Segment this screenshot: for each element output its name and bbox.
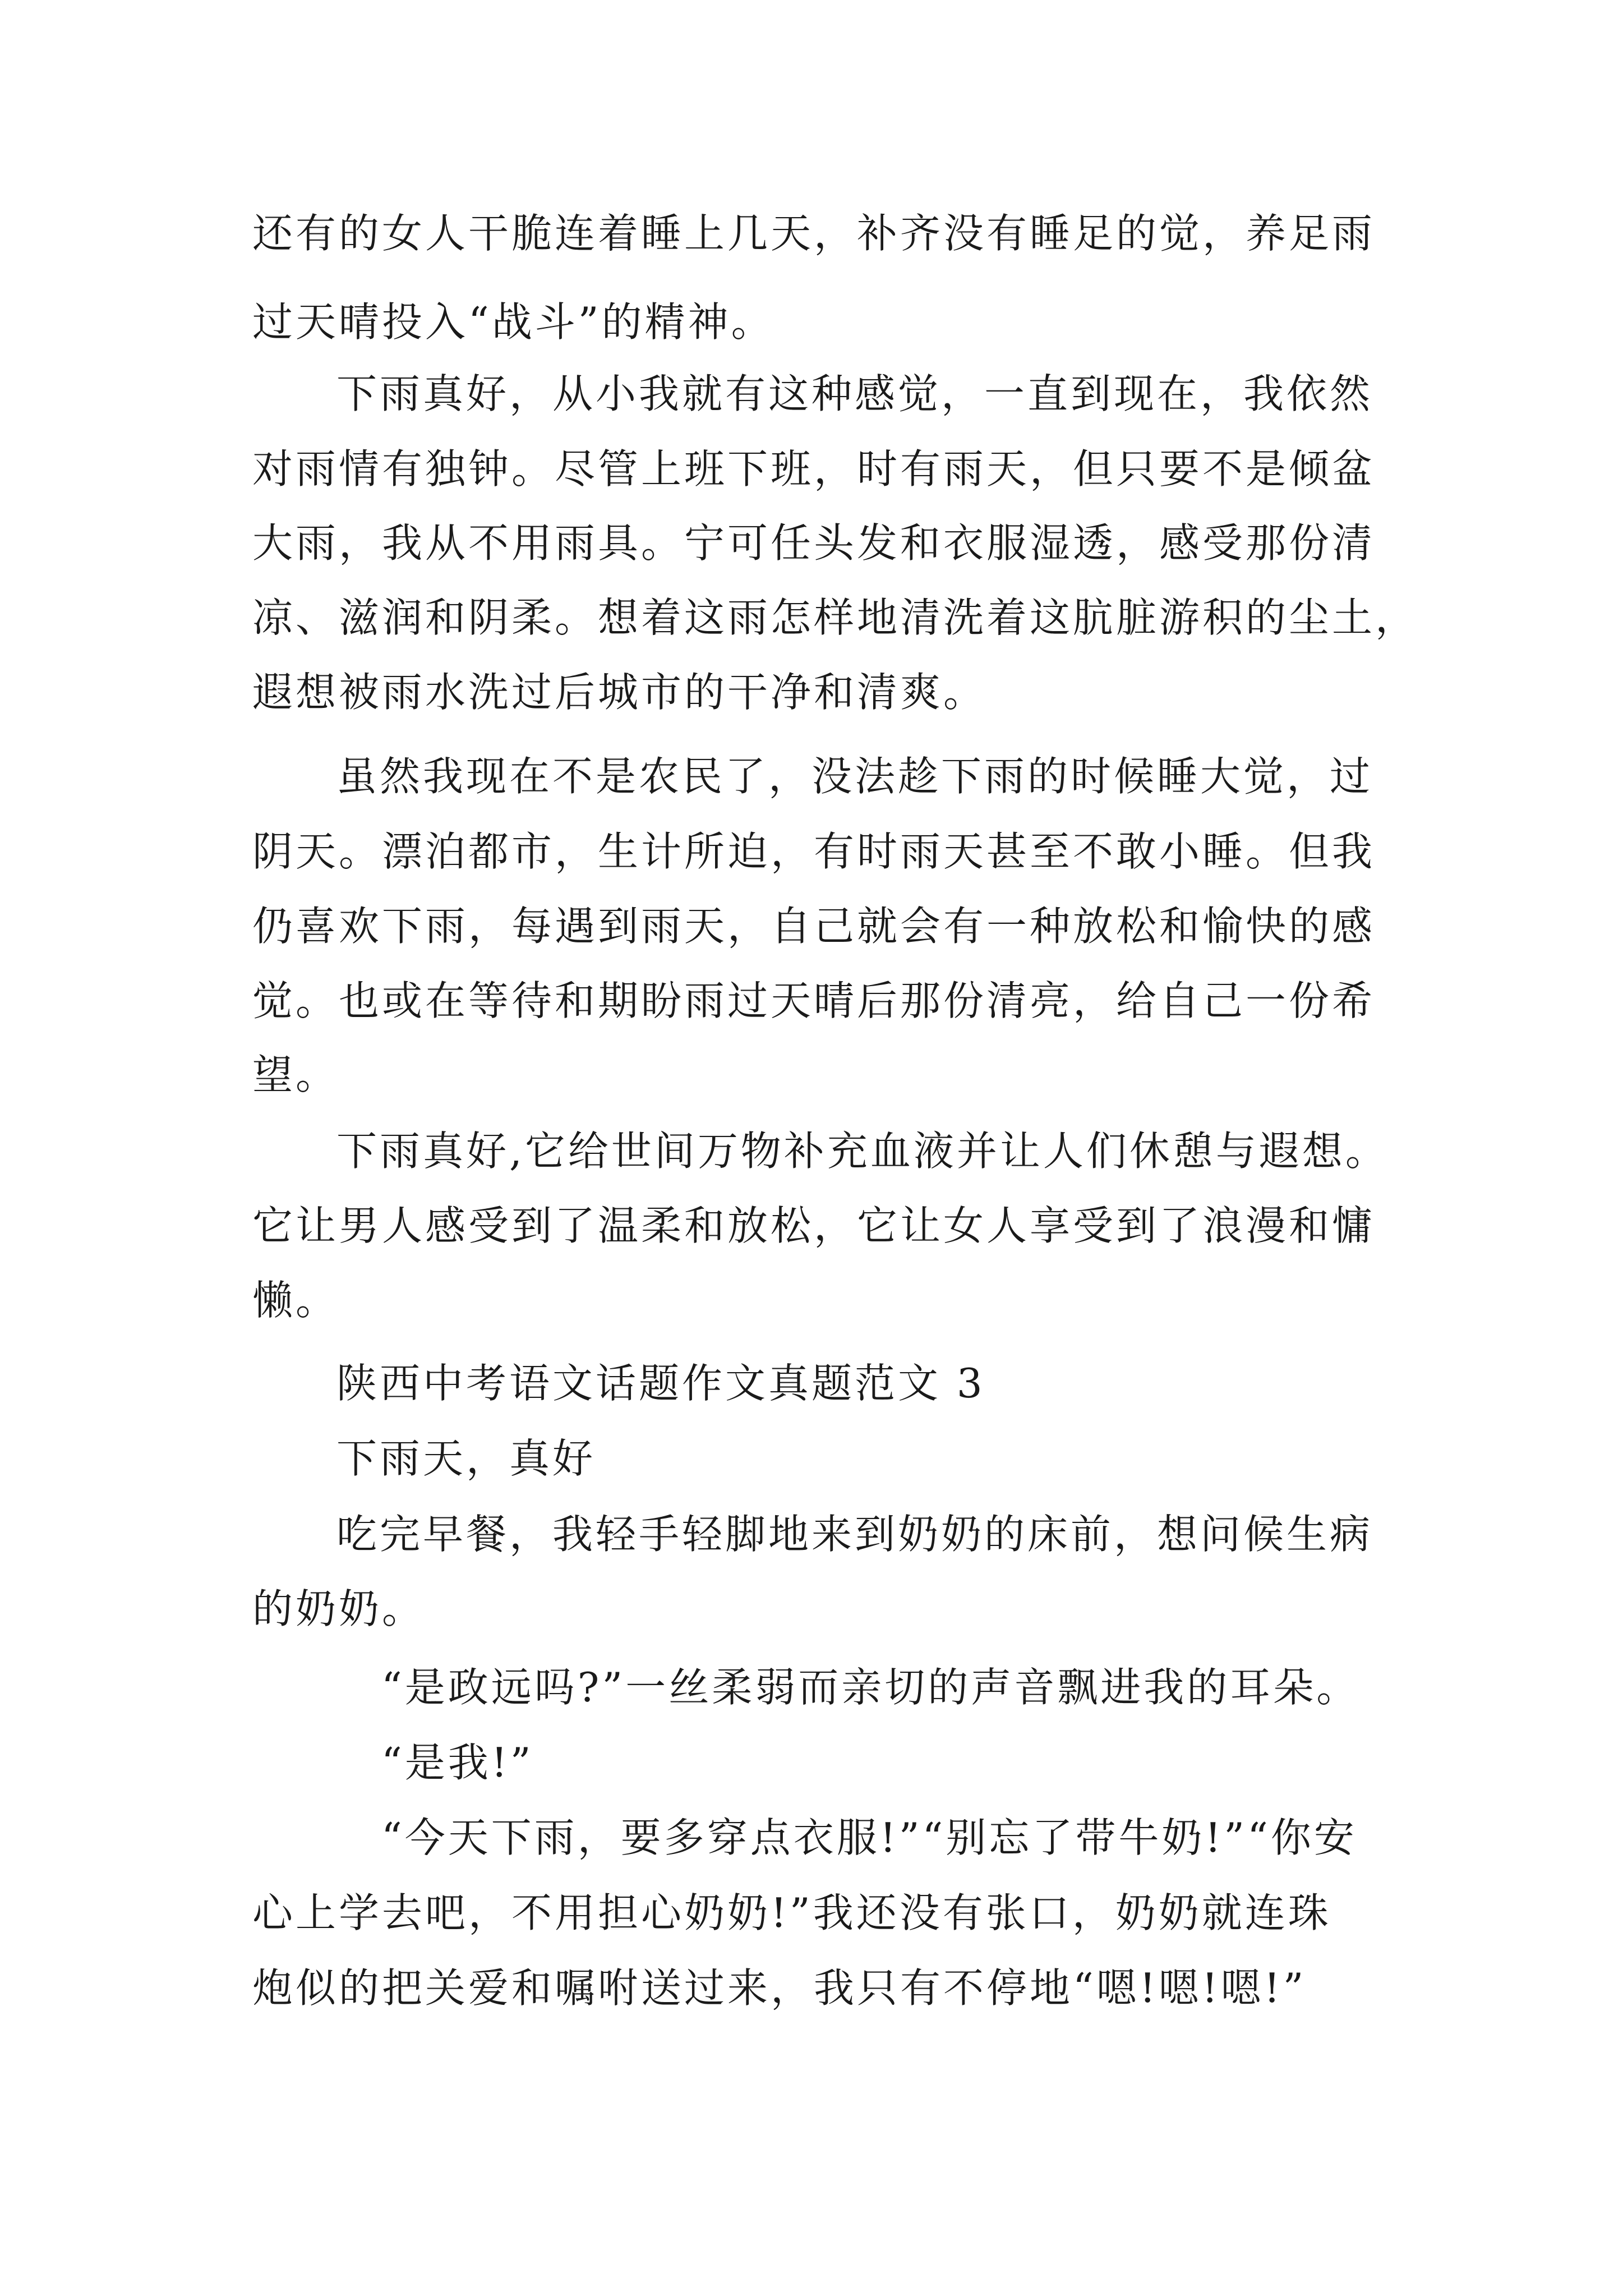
text-line-7: 遐想被雨水洗过后城市的干净和清爽。 [252, 669, 987, 716]
text-line-8: 虽然我现在不是农民了，没法趁下雨的时候睡大觉，过 [336, 753, 1373, 800]
text-line-23: 心上学去吧，不用担心奶奶!”我还没有张口，奶奶就连珠 [252, 1889, 1331, 1936]
text-line-3: 下雨真好，从小我就有这种感觉，一直到现在，我依然 [336, 370, 1373, 417]
text-line-15: 懒。 [252, 1277, 339, 1324]
text-line-21: “是我!” [381, 1739, 534, 1786]
essay-title: 下雨天，真好 [336, 1435, 596, 1482]
text-line-1: 还有的女人干脆连着睡上几天，补齐没有睡足的觉，养足雨 [252, 210, 1376, 257]
text-line-14: 它让男人感受到了温柔和放松，它让女人享受到了浪漫和慵 [252, 1202, 1376, 1249]
text-line-18: 吃完早餐，我轻手轻脚地来到奶奶的床前，想问候生病 [336, 1511, 1373, 1558]
text-line-2: 过天晴投入“战斗”的精神。 [252, 298, 774, 346]
text-line-22: “今天下雨，要多穿点衣服!”“别忘了带牛奶!”“你安 [381, 1814, 1357, 1861]
text-line-20: “是政远吗?”一丝柔弱而亲切的声音飘进我的耳朵。 [381, 1664, 1360, 1711]
text-line-11: 觉。也或在等待和期盼雨过天晴后那份清亮，给自己一份希 [252, 977, 1376, 1024]
section-heading: 陕西中考语文话题作文真题范文 3 [336, 1360, 985, 1407]
text-line-10: 仍喜欢下雨，每遇到雨天，自己就会有一种放松和愉快的感 [252, 903, 1376, 950]
text-line-6: 凉、滋润和阴柔。想着这雨怎样地清洗着这肮脏游积的尘土， [252, 594, 1419, 641]
text-line-12: 望。 [252, 1051, 339, 1098]
text-line-5: 大雨，我从不用雨具。宁可任头发和衣服湿透，感受那份清 [252, 519, 1376, 567]
text-line-9: 阴天。漂泊都市，生计所迫，有时雨天甚至不敢小睡。但我 [252, 828, 1376, 875]
text-line-13: 下雨真好,它给世间万物补充血液并让人们休憩与遐想。 [336, 1128, 1389, 1175]
text-line-4: 对雨情有独钟。尽管上班下班，时有雨天，但只要不是倾盆 [252, 445, 1376, 493]
text-line-19: 的奶奶。 [252, 1585, 426, 1632]
text-line-24: 炮似的把关爱和嘱咐送过来，我只有不停地“嗯!嗯!嗯!” [252, 1964, 1307, 2012]
